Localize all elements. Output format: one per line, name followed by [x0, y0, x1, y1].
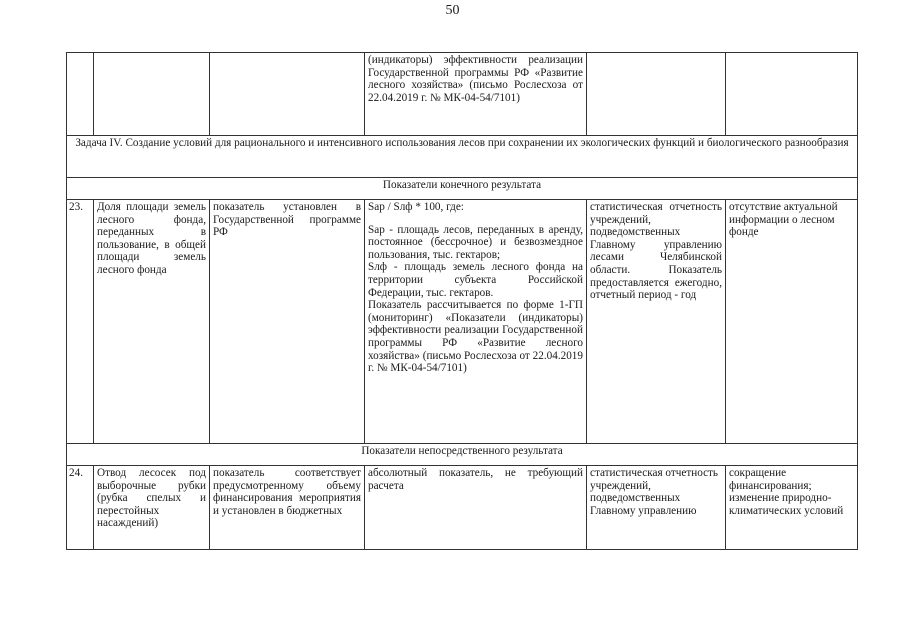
cell-num [67, 53, 94, 136]
task-row [67, 136, 858, 178]
method-line: Sap - площадь лесов, переданных в аренду, постоянное (бессрочное) и безвозмездное пользования, тыс. гектаров; [368, 223, 583, 261]
section-row-direct [67, 444, 858, 466]
indicator-name: Отвод лесосек под выборочные рубки (рубка спелых и перестойных насаждений) [94, 466, 210, 550]
cell-method: (индикаторы) эффективности реализации Государственной программы РФ «Развитие лесного хозяйства» (письмо Рослесхоза от 22.04.2019 г. № МК-04-54/7101) [365, 53, 587, 136]
indicator-risks: сокращение финансирования; изменение природно-климатических условий [726, 466, 858, 550]
indicators-table [66, 52, 858, 550]
indicator-source: статистическая отчетность учреждений, подведомственных Главному управлению [587, 466, 726, 550]
indicator-method [365, 200, 587, 444]
cell-basis [210, 53, 365, 136]
method-line: Sлф - площадь земель лесного фонда на территории субъекта Российской Федерации, тыс. гектаров. [368, 261, 583, 299]
indicator-basis: показатель установлен в Государственной программе РФ [210, 200, 365, 444]
section-heading-direct: Показатели непосредственного результата [67, 444, 858, 466]
formula: Sap / Sлф * 100, где: [368, 201, 464, 213]
table-row-24 [67, 466, 858, 550]
cell-name [94, 53, 210, 136]
method-line: Показатель рассчитывается по форме 1-ГП (мониторинг) «Показатели (индикаторы) эффективности реализации Государственной программы РФ «Развитие лесного хозяйства» (письмо Рослесхоза от 22.04.2019 г. № МК-04-54/7101) [368, 299, 583, 375]
indicator-basis: показатель соответствует предусмотренному объему финансирования мероприятия и установлен в бюджетных [210, 466, 365, 550]
indicator-risks: отсутствие актуальной информации о лесном фонде [726, 200, 858, 444]
indicator-source: статистическая отчетность учреждений, подведомственных Главному управлению лесами Челябинской области. Показатель предоставляется ежегодно, отчетный период - год [587, 200, 726, 444]
indicator-method: абсолютный показатель, не требующий расчета [365, 466, 587, 550]
section-row-final [67, 178, 858, 200]
table-row-continued [67, 53, 858, 136]
section-heading-final: Показатели конечного результата [67, 178, 858, 200]
row-number: 24. [67, 466, 94, 550]
cell-source [587, 53, 726, 136]
page-number: 50 [445, 3, 460, 18]
task-heading: Задача IV. Создание условий для рационального и интенсивного использования лесов при сохранении их экологических функций и биологического разнообразия [67, 136, 858, 178]
indicator-name: Доля площади земель лесного фонда, переданных в пользование, в общей площади земель лесного фонда [94, 200, 210, 444]
table-row-23 [67, 200, 858, 444]
row-number: 23. [67, 200, 94, 444]
cell-risks [726, 53, 858, 136]
